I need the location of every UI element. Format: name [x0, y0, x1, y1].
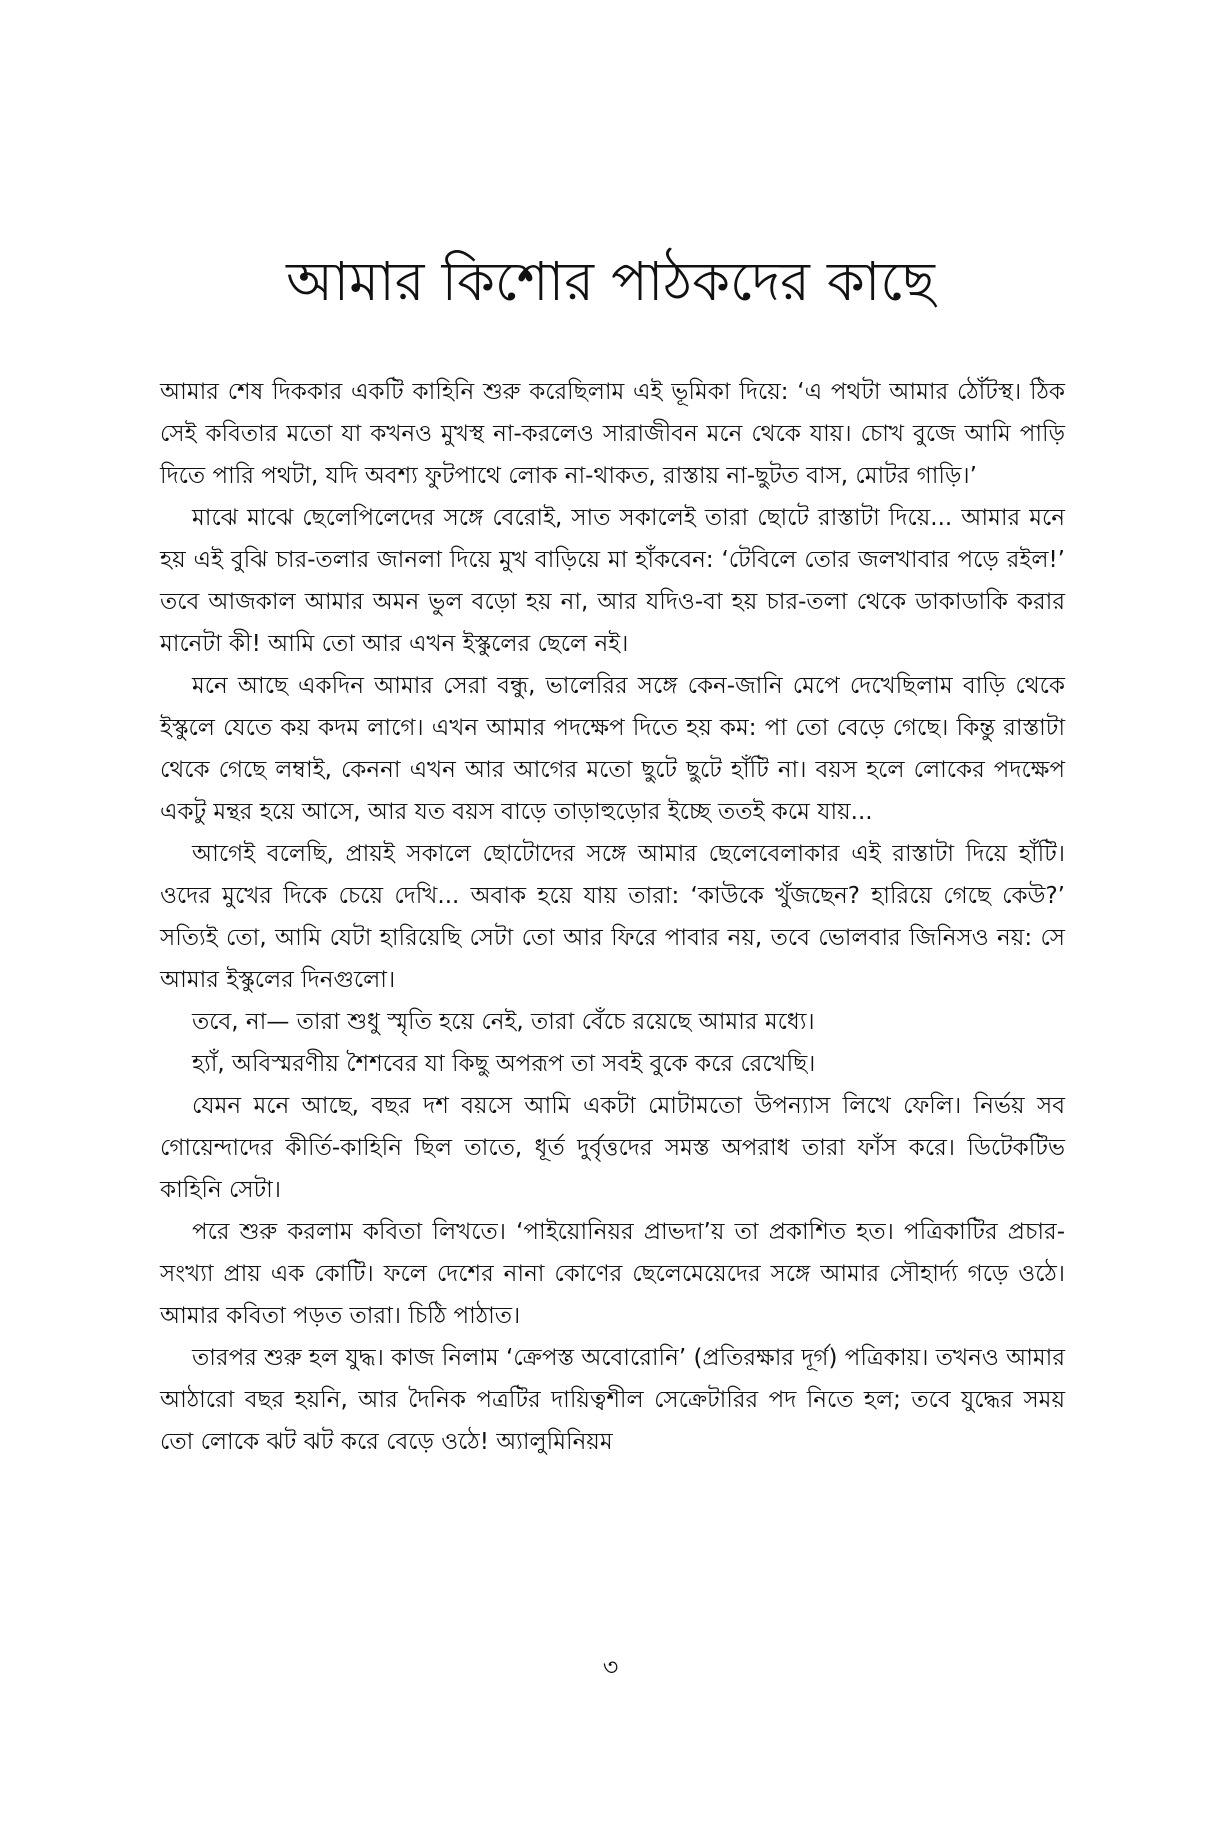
paragraph: তারপর শুরু হল যুদ্ধ। কাজ নিলাম ‘ক্রেপস্ত অবোরোনি’ (প্রতিরক্ষার দূর্গ) পত্রিকায়। তখনও আমার আঠারো বছর হয়নি, আর দৈনিক পত্রটির দায়িত্বশীল সেক্রেটারির পদ নিতে হল; তবে যুদ্ধের সময় তো লোকে ঝট ঝট করে বেড়ে ওঠে! অ্যালুমিনিয়ম	[160, 1345, 1065, 1455]
paragraph: আমার শেষ দিককার একটি কাহিনি শুরু করেছিলাম এই ভূমিকা দিয়ে: ‘এ পথটা আমার ঠোঁটস্থ। ঠিক সেই কবিতার মতো যা কখনও মুখস্থ না-করলেও সারাজীবন মনে থেকে যায়। চোখ বুজে আমি পাড়ি দিতে পারি পথটা, যদি অবশ্য ফুটপাথে লোক না-থাকত, রাস্তায় না-ছুটত বাস, মোটর গাড়ি।’	[160, 379, 1065, 489]
paragraph: যেমন মনে আছে, বছর দশ বয়সে আমি একটা মোটামতো উপন্যাস লিখে ফেলি। নির্ভয় সব গোয়েন্দাদের কীর্তি-কাহিনি ছিল তাতে, ধূর্ত দুর্বৃত্তদের সমস্ত অপরাধ তারা ফাঁস করে। ডিটেকটিভ কাহিনি সেটা।	[160, 1093, 1065, 1203]
paragraph: হ্যাঁ, অবিস্মরণীয় শৈশবের যা কিছু অপরূপ তা সবই বুকে করে রেখেছি।	[192, 1051, 816, 1077]
paragraph: তবে, না— তারা শুধু স্মৃতি হয়ে নেই, তারা বেঁচে রয়েছে আমার মধ্যে।	[192, 1009, 815, 1035]
chapter-title: আমার কিশোর পাঠকদের কাছে	[286, 250, 935, 313]
body-text	[160, 371, 1065, 1463]
paragraph: মনে আছে একদিন আমার সেরা বন্ধু, ভালেরির সঙ্গে কেন-জানি মেপে দেখেছিলাম বাড়ি থেকে ইস্কুলে যেতে কয় কদম লাগে। এখন আমার পদক্ষেপ দিতে হয় কম: পা তো বেড়ে গেছে। কিন্তু রাস্তাটা থেকে গেছে লম্বাই, কেননা এখন আর আগের মতো ছুটে ছুটে হাঁটি না। বয়স হলে লোকের পদক্ষেপ একটু মন্থর হয়ে আসে, আর যত বয়স বাড়ে তাড়াহুড়োর ইচ্ছে ততই কমে যায়...	[160, 673, 1065, 825]
paragraph: মাঝে মাঝে ছেলেপিলেদের সঙ্গে বেরোই, সাত সকালেই তারা ছোটে রাস্তাটা দিয়ে... আমার মনে হয় এই বুঝি চার-তলার জানলা দিয়ে মুখ বাড়িয়ে মা হাঁকবেন: ‘টেবিলে তোর জলখাবার পড়ে রইল!’ তবে আজকাল আমার অমন ভুল বড়ো হয় না, আর যদিও-বা হয় চার-তলা থেকে ডাকাডাকি করার মানেটা কী! আমি তো আর এখন ইস্কুলের ছেলে নই।	[160, 505, 1065, 657]
paragraph: আগেই বলেছি, প্রায়ই সকালে ছোটোদের সঙ্গে আমার ছেলেবেলাকার এই রাস্তাটা দিয়ে হাঁটি। ওদের মুখের দিকে চেয়ে দেখি... অবাক হয়ে যায় তারা: ‘কাউকে খুঁজছেন? হারিয়ে গেছে কেউ?’ সত্যিই তো, আমি যেটা হারিয়েছি সেটা তো আর ফিরে পাবার নয়, তবে ভোলবার জিনিসও নয়: সে আমার ইস্কুলের দিনগুলো।	[160, 841, 1065, 993]
page-number: ৩	[602, 1653, 619, 1681]
paragraph: পরে শুরু করলাম কবিতা লিখতে। ‘পাইয়োনিয়র প্রাভদা’য় তা প্রকাশিত হত। পত্রিকাটির প্রচার-সংখ্যা প্রায় এক কোটি। ফলে দেশের নানা কোণের ছেলেমেয়েদের সঙ্গে আমার সৌহার্দ্য গড়ে ওঠে। আমার কবিতা পড়ত তারা। চিঠি পাঠাত।	[160, 1219, 1065, 1329]
